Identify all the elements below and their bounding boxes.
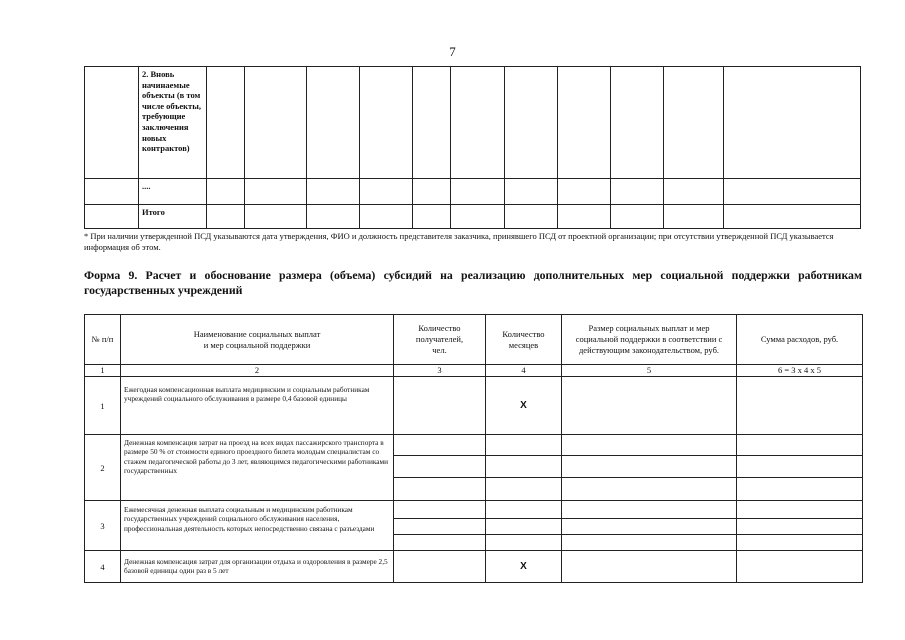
header-recipients: Количество получателей, чел. <box>394 315 486 365</box>
row-name <box>121 435 394 501</box>
table-row <box>85 377 863 435</box>
table-row <box>85 67 861 179</box>
continuation-table <box>84 66 861 229</box>
header-size: Размер социальных выплат и мер социальной поддержки в соответствии с действующим законодательством, руб. <box>562 315 737 365</box>
table-row <box>85 435 863 501</box>
table-row <box>85 179 861 205</box>
row-name-text: Денежная компенсация затрат на проезд на всех видах пассажирского транспорта в размере 50 % от стоимости единого проездного билета молодым специалистам со стажем педагогической работы до 3 лет, являющимся педагогическими работниками государственных <box>124 438 389 476</box>
table-row <box>85 551 863 583</box>
row-number: 3 <box>85 501 121 551</box>
page-number: 7 <box>449 44 456 59</box>
table-row <box>85 501 863 551</box>
row-name: Денежная компенсация затрат для организации отдыха и оздоровления в размере 2,5 базовой единицы один раз в 5 лет <box>121 551 394 583</box>
index-cell: 4 <box>486 365 562 377</box>
row-number: 2 <box>85 435 121 501</box>
row-name: Ежегодная компенсационная выплата медицинским и социальным работникам учреждений социального обслуживания в размере 0,4 базовой единицы <box>121 377 394 435</box>
index-cell: 1 <box>85 365 121 377</box>
row-label-total: Итого <box>139 205 207 229</box>
form9-title: Форма 9. Расчет и обоснование размера (объема) субсидий на реализацию дополнительных мер социальной поддержки работникам государственных учреждений <box>84 268 862 297</box>
header-num: № п/п <box>85 315 121 365</box>
table-row <box>85 205 861 229</box>
index-cell: 2 <box>121 365 394 377</box>
row-label-ellipsis: .... <box>139 179 207 205</box>
row-name: Ежемесячная денежная выплата социальным и медицинским работникам государственных учреждений социального обслуживания населения, профессиональная деятельность которых непосредственно связана с разъездами <box>121 501 394 551</box>
index-cell: 6 = 3 x 4 x 5 <box>737 365 863 377</box>
header-name: Наименование социальных выплат и мер социальной поддержки <box>121 315 394 365</box>
row-number: 4 <box>85 551 121 583</box>
header-row <box>85 315 863 365</box>
index-row <box>85 365 863 377</box>
form9-table <box>84 314 863 583</box>
footnote: * При наличии утвержденной ПСД указываются дата утверждения, ФИО и должность представителя заказчика, принявшего ПСД от проектной организации; при отсутствии утвержденной ПСД указывается информация об этом. <box>84 231 834 252</box>
months-cell: X <box>486 377 562 435</box>
row-number: 1 <box>85 377 121 435</box>
header-sum: Сумма расходов, руб. <box>737 315 863 365</box>
row-label-new-objects: 2. Вновь начинаемые объекты (в том числе объекты, требующие заключения новых контрактов) <box>139 67 207 179</box>
months-cell: X <box>486 551 562 583</box>
index-cell: 5 <box>562 365 737 377</box>
index-cell: 3 <box>394 365 486 377</box>
header-months: Количество месяцев <box>486 315 562 365</box>
